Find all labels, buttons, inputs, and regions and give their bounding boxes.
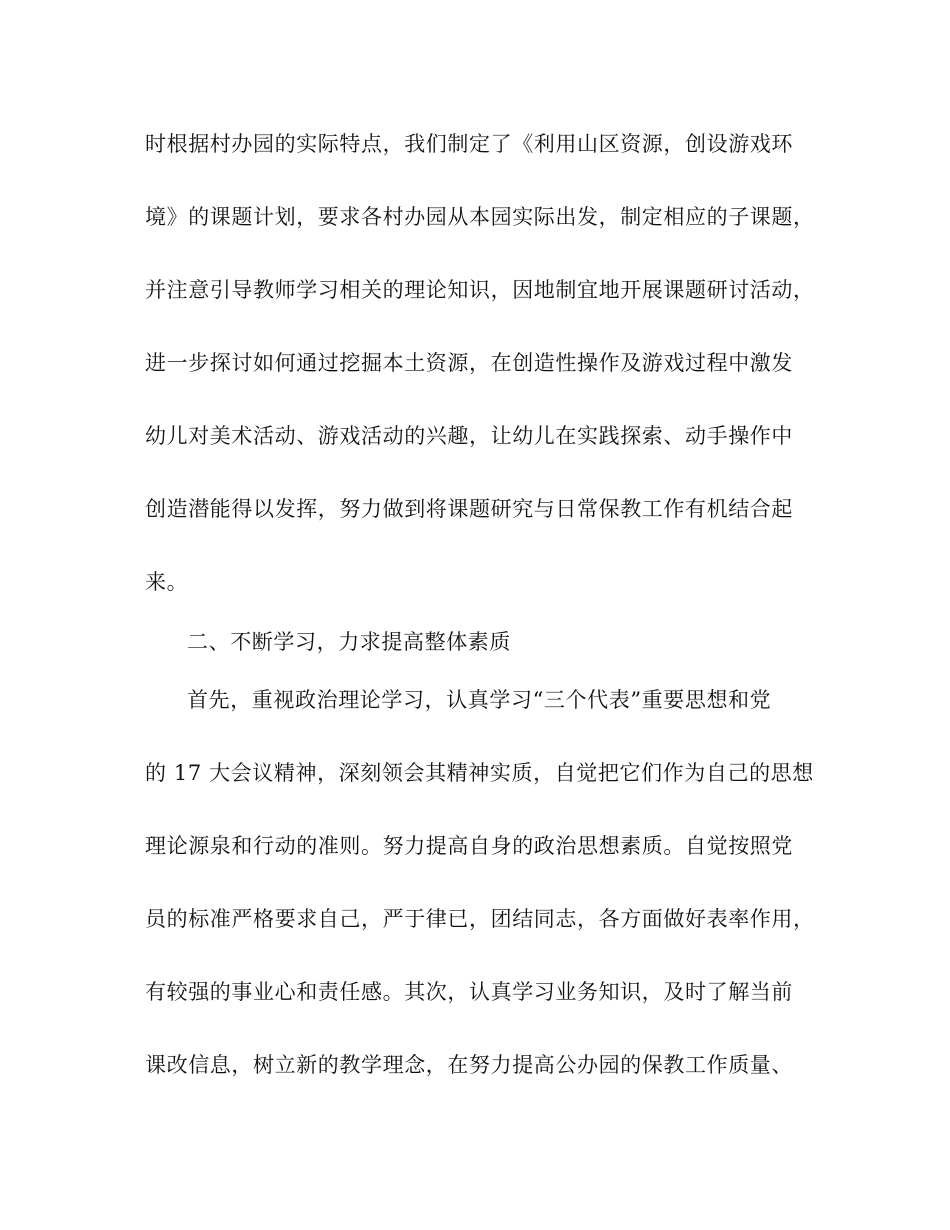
body-text-line: 境》的课题计划，要求各村办园从本园实际出发，制定相应的子课题， bbox=[145, 205, 815, 229]
body-text-line: 来。 bbox=[145, 570, 189, 594]
body-text-line: 员的标准严格要求自己，严于律已，团结同志，各方面做好表率作用， bbox=[145, 907, 815, 931]
body-text-line: 理论源泉和行动的准则。努力提高自身的政治思想素质。自觉按照党 bbox=[145, 834, 793, 858]
body-text-line: 进一步探讨如何通过挖掘本土资源，在创造性操作及游戏过程中激发 bbox=[145, 351, 793, 375]
body-text-line: 并注意引导教师学习相关的理论知识，因地制宜地开展课题研讨活动， bbox=[145, 278, 815, 302]
section-heading: 二、不断学习，力求提高整体素质 bbox=[187, 630, 511, 654]
body-text-line: 创造潜能得以发挥，努力做到将课题研究与日常保教工作有机结合起 bbox=[145, 497, 793, 521]
body-text-line: 课改信息，树立新的教学理念，在努力提高公办园的保教工作质量、 bbox=[145, 1053, 793, 1077]
body-text-line: 有较强的事业心和责任感。其次，认真学习业务知识，及时了解当前 bbox=[145, 980, 793, 1004]
body-text-line: 幼儿对美术活动、游戏活动的兴趣，让幼儿在实践探索、动手操作中 bbox=[145, 424, 793, 448]
body-text-line: 的 17 大会议精神，深刻领会其精神实质，自觉把它们作为自己的思想 bbox=[145, 761, 814, 785]
paragraph-first-line: 首先，重视政治理论学习，认真学习“三个代表”重要思想和党 bbox=[187, 688, 772, 712]
body-text-line: 时根据村办园的实际特点，我们制定了《利用山区资源，创设游戏环 bbox=[145, 132, 793, 156]
